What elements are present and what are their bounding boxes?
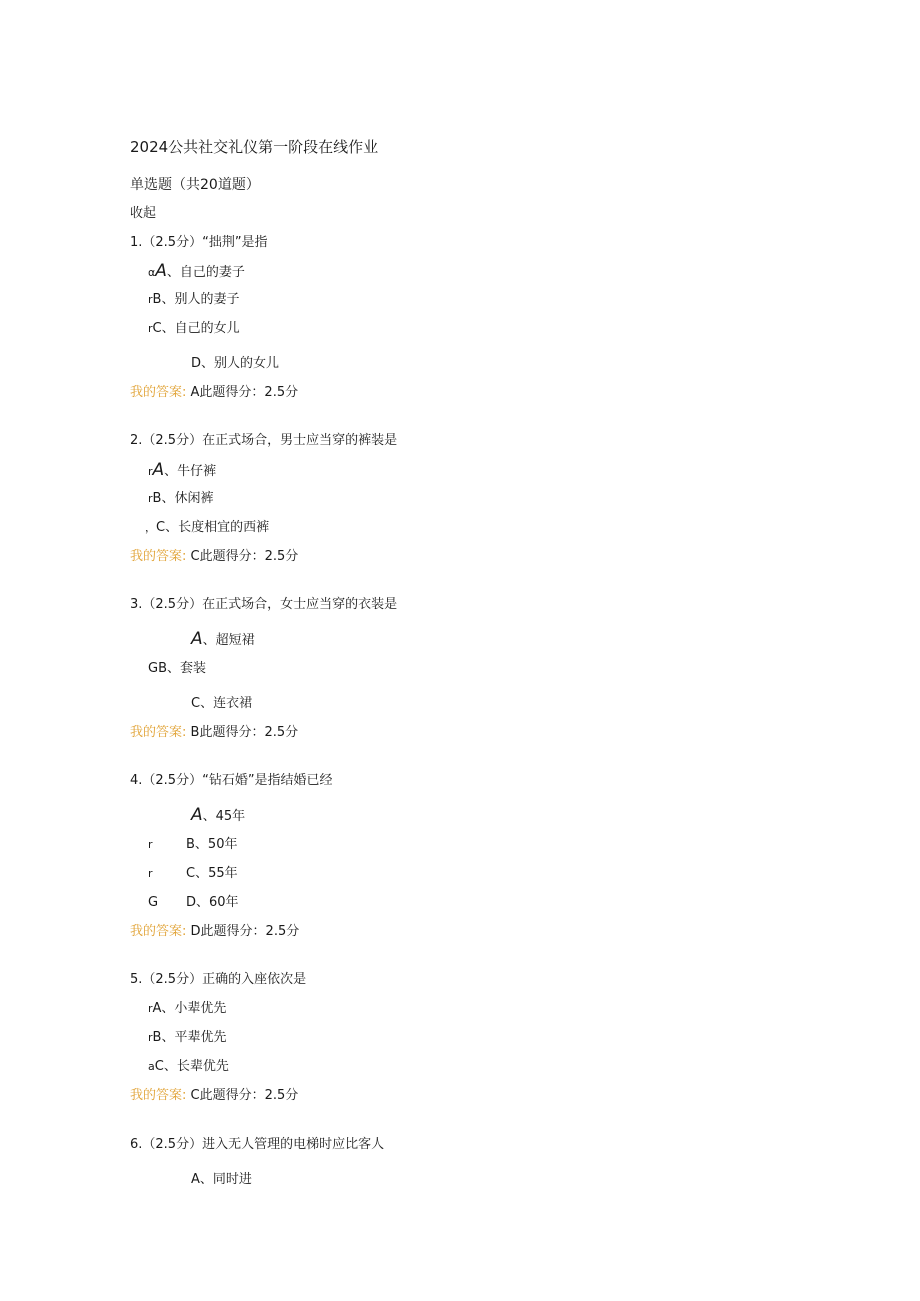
option-c[interactable]	[148, 866, 153, 882]
question-stem: 4.（2.5分）“钻石婚”是指结婚已经	[130, 773, 333, 788]
option-letter: A	[191, 629, 203, 649]
answer-value: A此题得分：2.5分	[190, 385, 299, 400]
option-text: 、牛仔裤	[164, 464, 217, 479]
question-stem: 3.（2.5分）在正式场合，女士应当穿的衣装是	[130, 597, 398, 612]
my-answer	[130, 725, 298, 741]
option-c[interactable]	[145, 520, 269, 536]
my-answer	[130, 1088, 298, 1104]
option-c[interactable]	[148, 1059, 229, 1075]
option-c[interactable]	[191, 696, 252, 712]
option-a[interactable]	[148, 263, 245, 281]
radio-mark: r	[148, 1002, 153, 1015]
radio-mark: r	[148, 293, 153, 306]
answer-label: 我的答案:	[130, 385, 187, 400]
question-stem: 6.（2.5分）进入无人管理的电梯时应比客人	[130, 1137, 385, 1152]
option-d[interactable]	[191, 356, 279, 372]
answer-value: C此题得分：2.5分	[190, 1088, 299, 1103]
option-text: C、长辈优先	[154, 1059, 229, 1074]
my-answer	[130, 924, 299, 940]
option-b[interactable]	[148, 292, 239, 308]
option-a[interactable]	[191, 807, 245, 825]
question-stem: 5.（2.5分）正确的入座依次是	[130, 972, 307, 987]
my-answer	[130, 549, 298, 565]
option-text: B、套装	[158, 661, 206, 676]
answer-label: 我的答案:	[130, 725, 187, 740]
radio-mark: r	[148, 465, 153, 478]
option-text: B、休闲裤	[152, 491, 214, 506]
option-text: A、同时进	[191, 1172, 252, 1187]
radio-mark: ，	[145, 521, 156, 534]
radio-mark: r	[148, 867, 153, 880]
radio-mark: r	[148, 322, 153, 335]
option-d[interactable]	[148, 895, 158, 911]
radio-mark: α	[148, 266, 156, 279]
answer-value: B此题得分：2.5分	[190, 725, 299, 740]
option-c-text[interactable]: C、55年	[186, 866, 238, 881]
option-text: 、自己的妻子	[166, 265, 245, 280]
option-a[interactable]	[148, 462, 216, 480]
option-b[interactable]	[148, 491, 213, 507]
option-letter: A	[152, 460, 165, 480]
answer-value: D此题得分：2.5分	[190, 924, 300, 939]
answer-label: 我的答案:	[130, 549, 187, 564]
radio-mark: r	[148, 1031, 153, 1044]
radio-mark: a	[148, 1060, 155, 1073]
option-text: A、小辈优先	[152, 1001, 227, 1016]
option-d-text[interactable]: D、60年	[186, 895, 239, 910]
option-text: C、自己的女儿	[152, 321, 240, 336]
radio-mark: r	[148, 492, 153, 505]
option-b-text[interactable]: B、50年	[186, 837, 238, 852]
section-heading: 单选题（共20道题）	[130, 177, 260, 193]
question-stem: 1.（2.5分）“拙荆”是指	[130, 235, 268, 250]
answer-label: 我的答案:	[130, 1088, 187, 1103]
option-letter: A	[155, 261, 167, 281]
option-text: 、45年	[202, 809, 246, 824]
radio-mark: G	[148, 895, 159, 910]
radio-mark: r	[148, 838, 153, 851]
option-a[interactable]	[148, 1001, 226, 1017]
option-text: B、别人的妻子	[152, 292, 240, 307]
option-c[interactable]	[148, 321, 240, 337]
radio-mark: G	[148, 661, 159, 676]
answer-label: 我的答案:	[130, 924, 187, 939]
option-text: B、平辈优先	[152, 1030, 227, 1045]
option-letter: A	[191, 805, 203, 825]
my-answer	[130, 385, 298, 401]
collapse-link[interactable]: 收起	[130, 206, 157, 221]
option-text: D、别人的女儿	[191, 356, 280, 371]
page-title: 2024公共社交礼仪第一阶段在线作业	[130, 138, 379, 156]
option-a[interactable]	[191, 1172, 252, 1188]
option-text: C、长度相宜的西裤	[156, 520, 270, 535]
option-a[interactable]	[191, 631, 255, 649]
option-b[interactable]	[148, 661, 206, 677]
option-b[interactable]	[148, 1030, 226, 1046]
option-text: C、连衣裙	[191, 696, 253, 711]
option-text: 、超短裙	[202, 633, 255, 648]
question-stem: 2.（2.5分）在正式场合，男士应当穿的裤装是	[130, 433, 398, 448]
answer-value: C此题得分：2.5分	[190, 549, 299, 564]
option-b[interactable]	[148, 837, 153, 853]
